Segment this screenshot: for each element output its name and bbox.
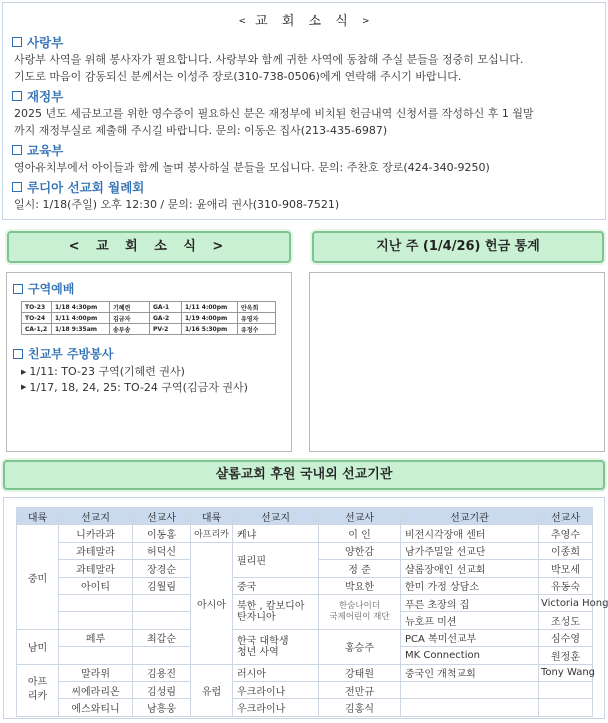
table-row: 아프리카 말라위 김용진 유럽 러시아 강태원 중국인 개척교회 Tony Wang bbox=[17, 664, 593, 681]
section-body-line: 사랑부 사역을 위해 봉사자가 필요합니다. 사랑부와 함께 귀한 사역에 동참해 주실 분들을 정중히 모십니다. bbox=[14, 53, 524, 66]
table-header-row: 대륙 선교지 선교사 대륙 선교지 선교사 선교기관 선교사 bbox=[17, 508, 593, 525]
list-item: ▶ 1/17, 18, 24, 25: TO-24 구역(김금자 권사) bbox=[21, 380, 248, 394]
section-heading-lydia: 루디아 선교회 월례회 bbox=[12, 178, 605, 196]
continent-africa: 아프리카 bbox=[27, 677, 48, 703]
section-body-line: 까지 재정부실로 제출해 주시길 바랍니다. 문의: 이동은 집사(213-435-6987) bbox=[14, 124, 388, 137]
region-worship-heading: 구역예배 bbox=[13, 280, 291, 297]
triangle-bullet-icon: ▶ bbox=[21, 367, 27, 376]
table-row: TO-23 1/18 4:30pm 기혜련 GA-1 1/11 4:00pm 안옥희 bbox=[22, 302, 276, 313]
kitchen-service-heading: 친교부 주방봉사 bbox=[13, 345, 291, 362]
table-row: MK Connection 원정훈 bbox=[17, 647, 593, 664]
list-item: ▶ 1/11: TO-23 구역(기혜련 권사) bbox=[21, 365, 185, 378]
section-heading-education: 교육부 bbox=[12, 141, 605, 159]
section-heading-love: 사랑부 bbox=[12, 33, 605, 51]
missions-header: 샬롬교회 후원 국내외 선교기관 bbox=[3, 460, 605, 490]
checkbox-square-icon bbox=[13, 284, 23, 294]
section-body-line: 일시: 1/18(주일) 오후 12:30 / 문의: 윤애리 권사(310-908-7521) bbox=[14, 198, 340, 211]
table-row: CA-1,2 1/18 9:35am 송부송 PV-2 1/16 5:30pm 유정수 bbox=[22, 324, 276, 335]
church-news-top-panel bbox=[2, 2, 606, 220]
checkbox-square-icon bbox=[12, 91, 22, 101]
church-news-mid-panel bbox=[6, 272, 292, 452]
church-news-header: < 교 회 소 식 > bbox=[7, 231, 291, 263]
church-news-title: < 교 회 소 식 > bbox=[238, 14, 370, 29]
missions-panel bbox=[3, 497, 608, 719]
table-row: 아이티 김월림 중국 박요한 한미 가정 상담소 유동숙 bbox=[17, 577, 593, 594]
region-worship-table bbox=[21, 301, 276, 335]
table-row: 뉴호프 미션 조성도 bbox=[17, 612, 593, 629]
checkbox-square-icon bbox=[13, 349, 23, 359]
section-heading-finance: 재정부 bbox=[12, 87, 605, 105]
section-body-line: 2025 년도 세금보고를 위한 영수증이 필요하신 분은 재정부에 비치된 헌금내역 신청서를 작성하신 후 1 월말 bbox=[14, 107, 534, 120]
table-row: TO-24 1/11 4:00pm 김금자 GA-2 1/19 4:00pm 유영자 bbox=[22, 313, 276, 324]
checkbox-square-icon bbox=[12, 37, 22, 47]
table-row: 씨에라리온 김성림 우크라이나 전만규 bbox=[17, 681, 593, 698]
section-body-line: 기도로 마음이 감동되신 분께서는 이성주 장로(310-738-0506)에게 연락해 주시기 바랍니다. bbox=[14, 70, 462, 83]
triangle-bullet-icon: ▶ bbox=[21, 383, 27, 391]
offering-stats-panel bbox=[309, 272, 605, 452]
table-row: 과테말라 허덕신 아시아 필리핀 양한감 남가주밀알 선교단 이종희 bbox=[17, 542, 593, 559]
table-row: 에스와티니 남흥웅 우크라이나 김홍식 bbox=[17, 699, 593, 716]
table-row: 남미 페루 최갑순 한국 대학생 청년 사역 홍승주 PCA 복미선교부 심수영 bbox=[17, 629, 593, 646]
checkbox-square-icon bbox=[12, 145, 22, 155]
offering-stats-header: 지난 주 (1/4/26) 헌금 통계 bbox=[312, 231, 604, 263]
table-row: 중미 니카라과 이동홍 아프리카 케냐 이 인 비전시각장애 센터 추영수 bbox=[17, 525, 593, 542]
table-row: 과테말라 장경순 정 준 샬롬장애인 선교회 박모세 bbox=[17, 560, 593, 577]
checkbox-square-icon bbox=[12, 182, 22, 192]
section-body-line: 영아유치부에서 아이들과 함께 놀며 봉사하실 분들을 모십니다. 문의: 주찬호 장로(424-340-9250) bbox=[14, 161, 490, 174]
missions-table bbox=[16, 507, 608, 717]
table-row: 북한 , 캄보디아 탄자니아 한숨나이더 국제어린이 재단 푸른 초장의 집 Victoria Hong bbox=[17, 594, 593, 611]
